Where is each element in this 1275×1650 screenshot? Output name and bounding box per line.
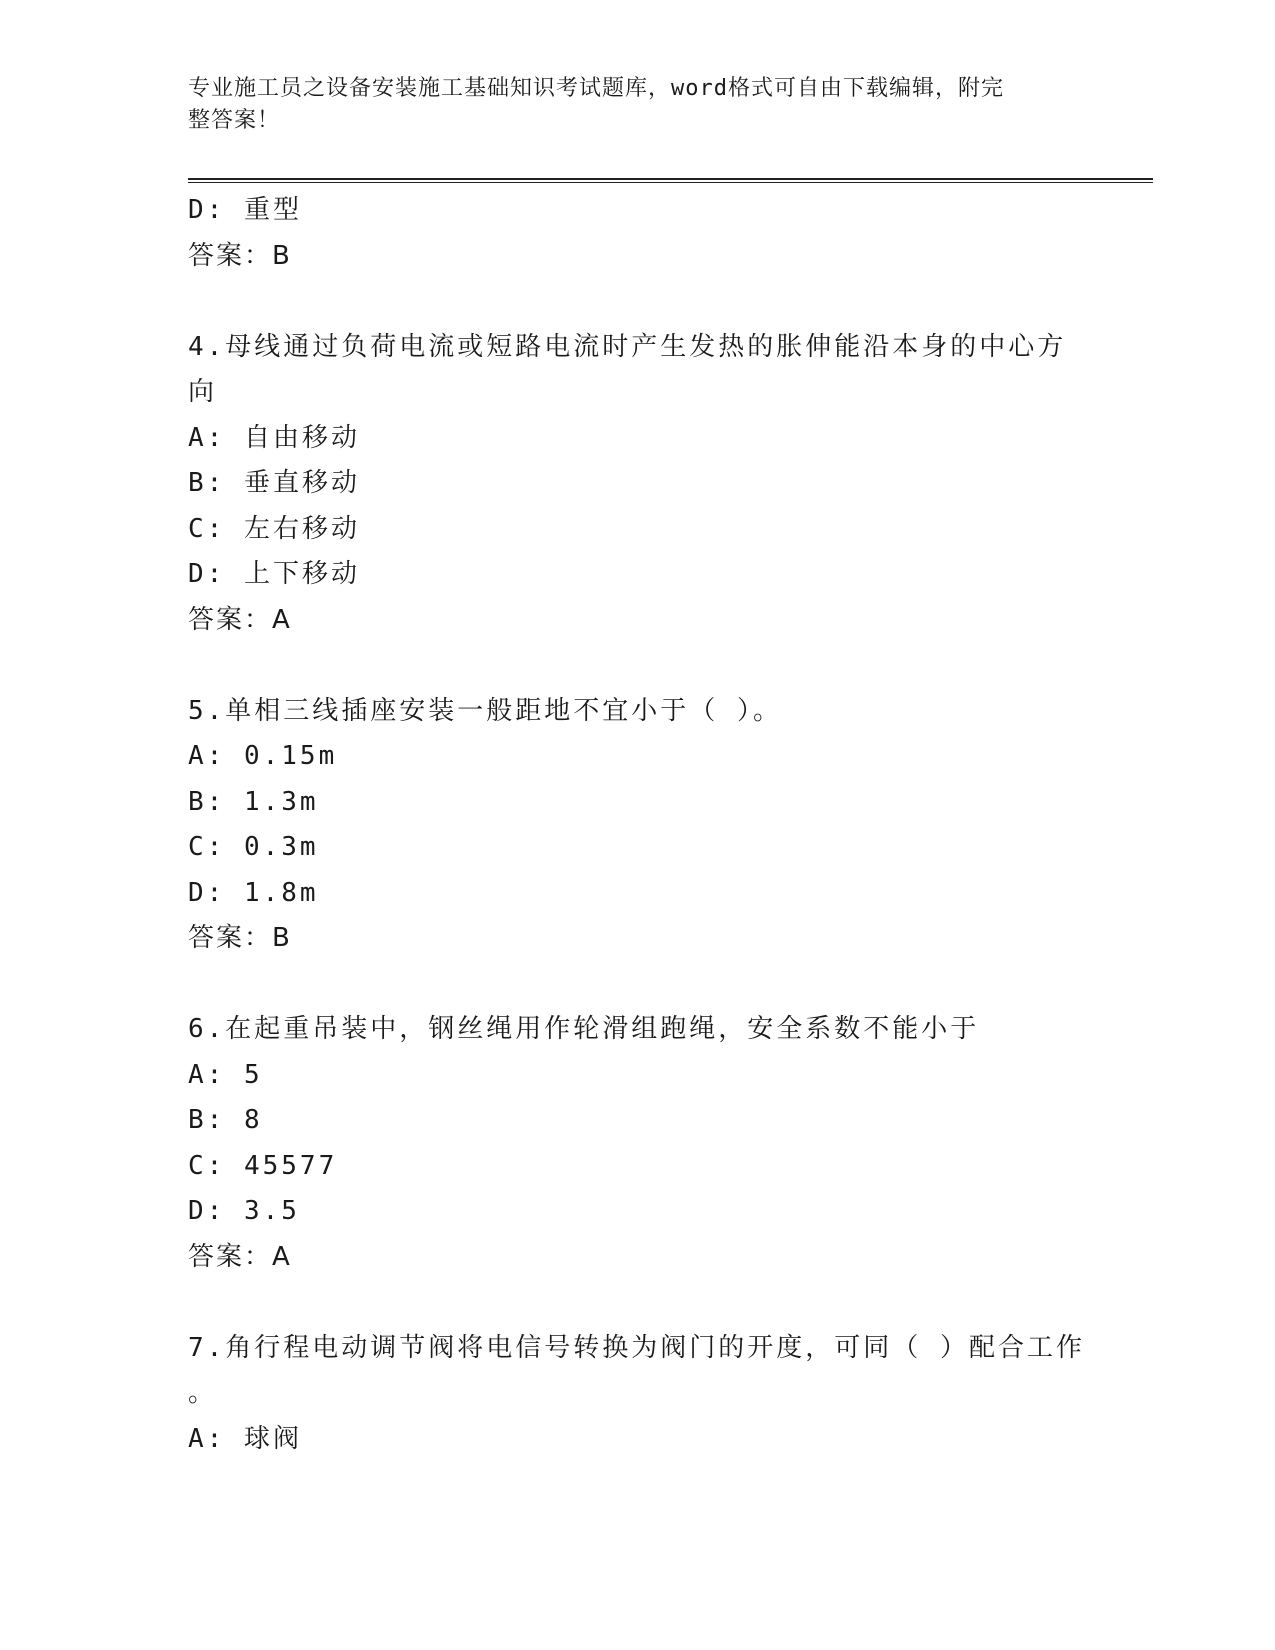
option-c: C: 左右移动: [188, 513, 360, 544]
question-stem: 7.角行程电动调节阀将电信号转换为阀门的开度，可同（ ）配合工作: [188, 1332, 1085, 1363]
question-stem: 4.母线通过负荷电流或短路电流时产生发热的胀伸能沿本身的中心方: [188, 331, 1067, 362]
answer-line: 答案：B: [188, 923, 292, 953]
spacer: [188, 643, 1088, 689]
option-b: B: 1.3m: [188, 786, 319, 817]
spacer: [188, 279, 1088, 325]
option-d: D: 3.5: [188, 1196, 300, 1226]
header-rule-thin: [188, 182, 1153, 183]
header-rule-thick: [188, 178, 1153, 180]
document-header: [188, 73, 1068, 137]
question-6: [188, 1007, 1088, 1280]
answer-line: 答案：B: [188, 240, 292, 271]
header-line-2: 整答案！: [188, 108, 281, 133]
answer-line: 答案：A: [188, 604, 292, 635]
question-stem: 6.在起重吊装中，钢丝绳用作轮滑组跑绳，安全系数不能小于: [188, 1014, 980, 1044]
option-d: D: 重型: [188, 195, 302, 225]
option-a: A: 5: [188, 1059, 263, 1090]
question-stem-continued: 向: [188, 377, 218, 407]
option-d: D: 1.8m: [188, 877, 319, 908]
spacer: [188, 962, 1088, 1008]
option-c: C: 45577: [188, 1150, 338, 1181]
option-b: B: 垂直移动: [188, 468, 360, 498]
option-a: A: 0.15m: [188, 741, 338, 771]
question-list: [188, 188, 1088, 1462]
option-d: D: 上下移动: [188, 559, 360, 589]
option-c: C: 0.3m: [188, 832, 319, 862]
header-line-1: 专业施工员之设备安装施工基础知识考试题库，word格式可自由下载编辑，附完: [188, 76, 1004, 101]
question-4: [188, 325, 1088, 644]
question-3-tail: [188, 188, 1088, 279]
option-a: A: 自由移动: [188, 422, 360, 453]
question-stem: 5.单相三线插座安装一般距地不宜小于（ ）。: [188, 695, 782, 726]
spacer: [188, 1280, 1088, 1326]
option-b: B: 8: [188, 1105, 263, 1135]
option-a: A: 球阀: [188, 1423, 302, 1454]
question-5: [188, 689, 1088, 962]
answer-line: 答案：A: [188, 1241, 292, 1272]
question-7: [188, 1326, 1088, 1463]
question-stem-continued: 。: [188, 1378, 218, 1408]
